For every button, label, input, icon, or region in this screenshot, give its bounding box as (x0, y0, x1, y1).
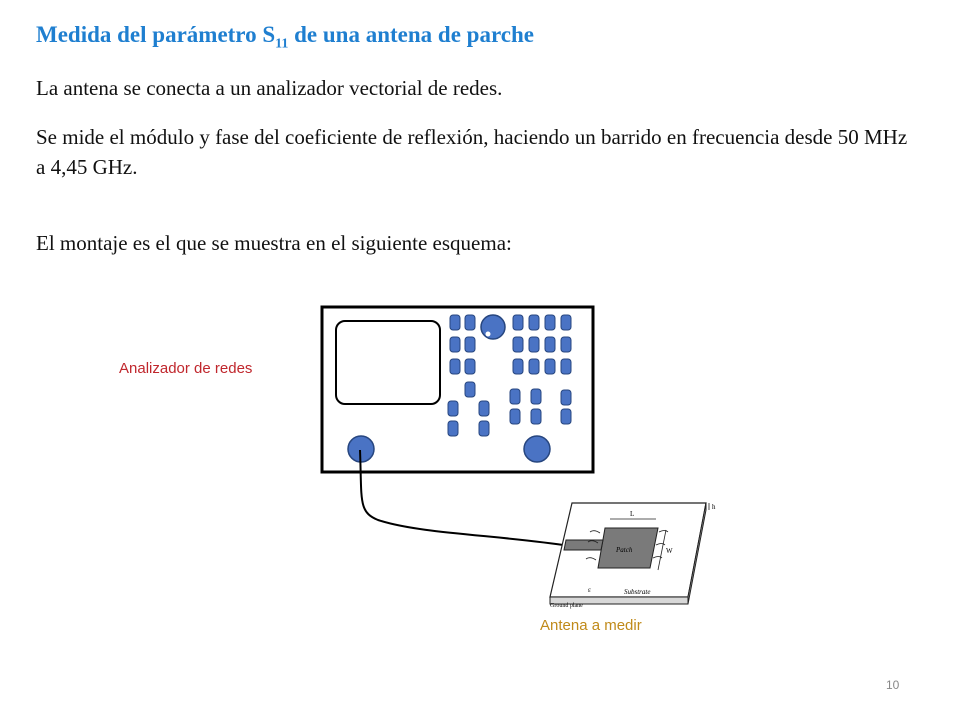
analyzer-button-8 (465, 337, 475, 352)
analyzer-button-24 (479, 401, 489, 416)
antenna-label: Antena a medir (540, 617, 642, 634)
patch-text-label: Patch (616, 546, 633, 554)
analyzer-button-13 (450, 359, 460, 374)
ground-plane-label: Ground plane (550, 603, 583, 609)
analyzer-button-15 (513, 359, 523, 374)
analyzer-button-26 (531, 409, 541, 424)
analyzer-button-18 (561, 359, 571, 374)
analyzer-button-27 (561, 409, 571, 424)
analyzer-button-6 (561, 315, 571, 330)
analyzer-button-11 (545, 337, 555, 352)
analyzer-button-21 (531, 389, 541, 404)
analyzer-button-29 (479, 421, 489, 436)
analyzer-screen (336, 321, 440, 404)
analyzer-button-12 (561, 337, 571, 352)
title-subscript: 11 (275, 36, 289, 52)
analyzer-button-1 (450, 315, 460, 330)
analyzer-button-9 (513, 337, 523, 352)
analyzer-button-25 (510, 409, 520, 424)
port-2 (524, 436, 550, 462)
analyzer-button-23 (448, 401, 458, 416)
knob-indicator (486, 332, 491, 337)
analyzer-button-14 (465, 359, 475, 374)
patch-width-label: W (666, 547, 673, 555)
paragraph-measurement: Se mide el módulo y fase del coeficiente de reflexión, haciendo un barrido en frecuencia desde 50 MHz a 4,45 GHz. (36, 125, 908, 179)
title-suffix: de una antena de parche (288, 22, 534, 47)
feed-line (564, 540, 603, 550)
analyzer-knob (481, 315, 505, 339)
epsilon-label: ε (588, 586, 591, 594)
page-number: 10 (886, 678, 900, 692)
patch-length-label: L (630, 510, 635, 518)
analyzer-button-7 (450, 337, 460, 352)
substrate-height-label: h (712, 503, 716, 511)
substrate-text-label: Substrate (624, 588, 651, 596)
analyzer-button-10 (529, 337, 539, 352)
analyzer-button-2 (465, 315, 475, 330)
title-prefix: Medida del parámetro S (36, 22, 276, 47)
analyzer-button-22 (561, 390, 571, 405)
analyzer-button-3 (513, 315, 523, 330)
patch-antenna (550, 503, 716, 609)
paragraph-connection: La antena se conecta a un analizador vectorial de redes. (36, 76, 503, 100)
analyzer-button-4 (529, 315, 539, 330)
analyzer-label: Analizador de redes (119, 360, 253, 377)
analyzer-button-19 (465, 382, 475, 397)
analyzer-button-20 (510, 389, 520, 404)
analyzer-button-16 (529, 359, 539, 374)
analyzer-button-17 (545, 359, 555, 374)
analyzer-button-28 (448, 421, 458, 436)
paragraph-setup: El montaje es el que se muestra en el siguiente esquema: (36, 231, 512, 255)
analyzer-button-5 (545, 315, 555, 330)
